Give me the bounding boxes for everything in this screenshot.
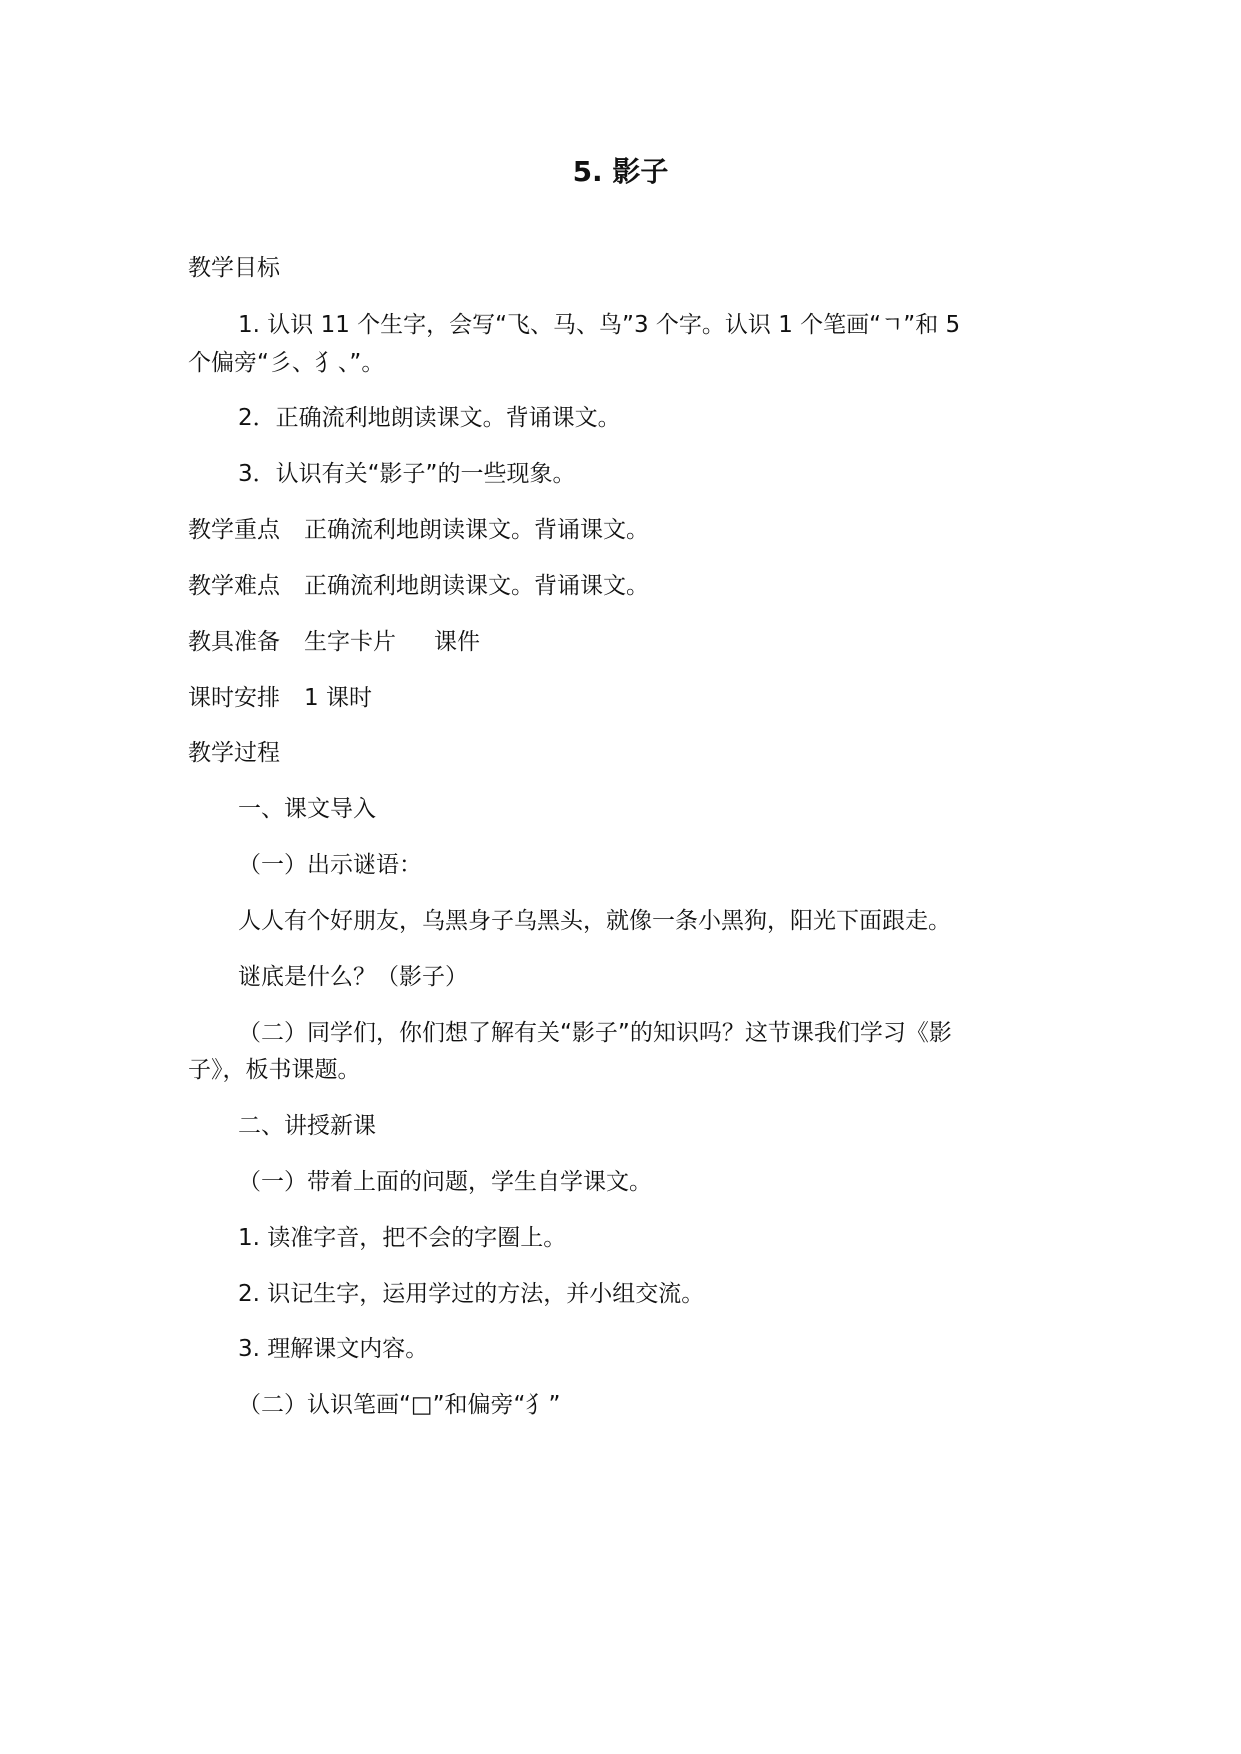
section-1-item-1: （一）出示谜语：	[238, 852, 422, 878]
key-point-text: 正确流利地朗读课文。背诵课文。	[304, 517, 649, 543]
goal-2: 2．正确流利地朗读课文。背诵课文。	[238, 405, 621, 431]
section-2-step-3: 3. 理解课文内容。	[238, 1336, 429, 1362]
section-1-item-2-line-1: （二）同学们，你们想了解有关“影子”的知识吗？这节课我们学习《影	[238, 1020, 952, 1046]
goals-heading: 教学目标	[188, 255, 280, 281]
key-point-label: 教学重点	[188, 517, 280, 543]
goal-1-line-1: 1. 认识 11 个生字，会写“飞、马、鸟”3 个字。认识 1 个笔画“ㄱ”和 5	[238, 312, 961, 338]
section-1-heading: 一、课文导入	[238, 796, 376, 822]
hours-text: 1 课时	[304, 685, 372, 711]
hours-row	[188, 678, 1058, 718]
goal-1-line-2: 个偏旁“彡、犭、”。	[188, 350, 385, 376]
difficult-point-text: 正确流利地朗读课文。背诵课文。	[304, 573, 649, 599]
difficult-point-label: 教学难点	[188, 573, 280, 599]
tools-label: 教具准备	[188, 629, 280, 655]
riddle-answer: 谜底是什么？（影子）	[238, 964, 468, 990]
process-heading: 教学过程	[188, 740, 280, 766]
hours-label: 课时安排	[188, 685, 280, 711]
key-point-row	[188, 510, 1058, 550]
section-2-item-1: （一）带着上面的问题，学生自学课文。	[238, 1169, 652, 1195]
section-1-item-2-line-2: 子》，板书课题。	[188, 1057, 361, 1083]
section-2-step-1: 1. 读准字音，把不会的字圈上。	[238, 1225, 567, 1251]
tools-item-courseware: 课件	[434, 629, 480, 655]
difficult-point-row	[188, 566, 1058, 606]
tools-item-cards: 生字卡片	[304, 629, 396, 655]
riddle-text: 人人有个好朋友，乌黑身子乌黑头，就像一条小黑狗，阳光下面跟走。	[238, 908, 951, 934]
section-2-heading: 二、讲授新课	[238, 1113, 376, 1139]
goal-3: 3．认识有关“影子”的一些现象。	[238, 461, 576, 487]
section-2-item-2: （二）认识笔画“□”和偏旁“犭”	[238, 1392, 561, 1418]
tools-row	[188, 622, 1058, 662]
page-title: 5. 影子	[572, 155, 669, 188]
section-2-step-2: 2. 识记生字，运用学过的方法，并小组交流。	[238, 1281, 705, 1307]
